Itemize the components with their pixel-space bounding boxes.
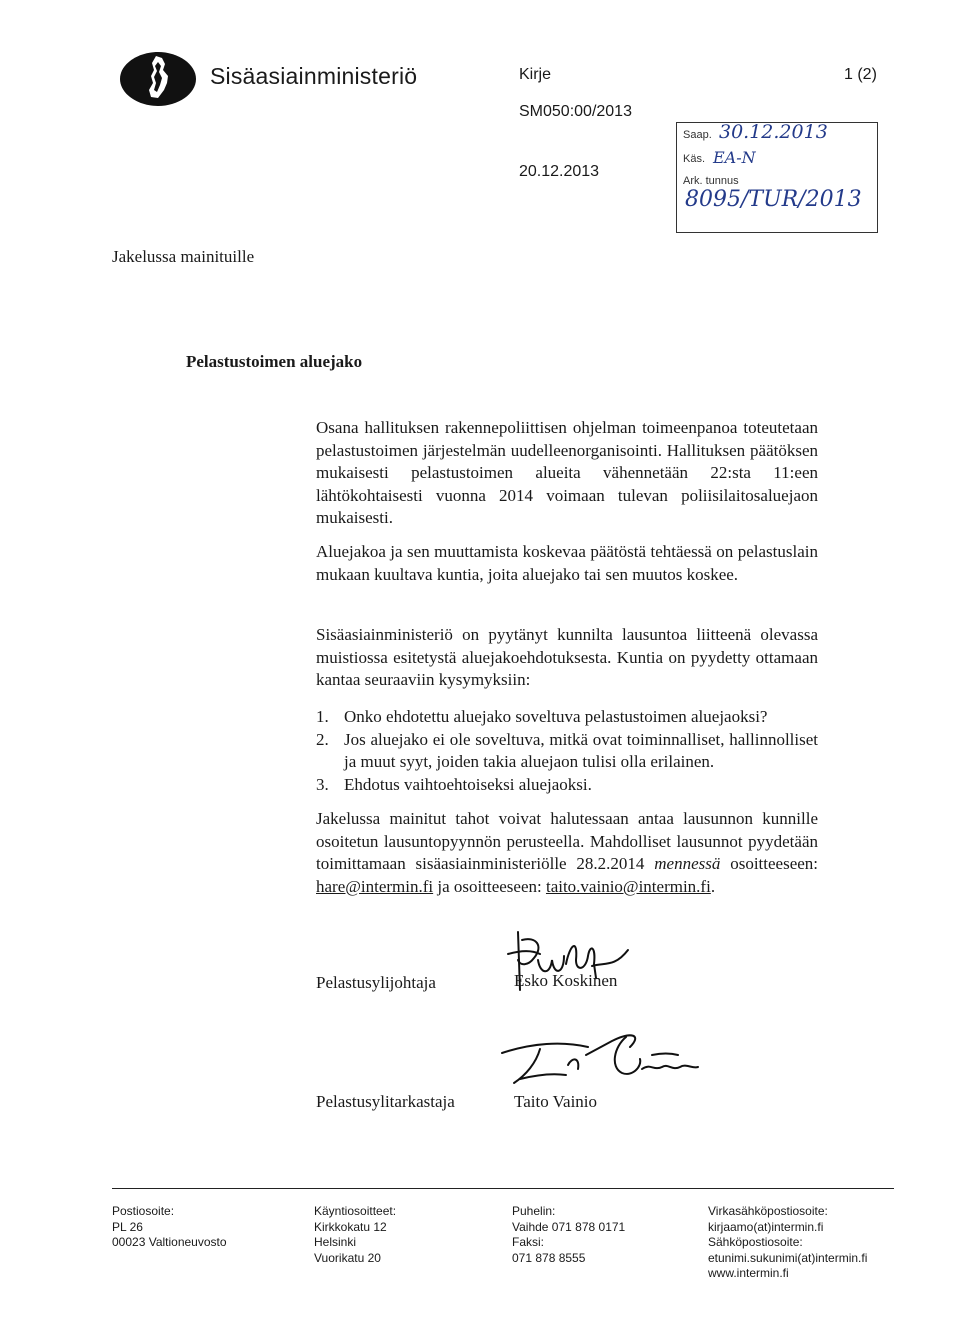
- footer-postal-address: [112, 1204, 227, 1251]
- closing-end: .: [710, 876, 716, 896]
- stamp-kas-value: EA-N: [713, 148, 756, 167]
- signer-2-name: Taito Vainio: [514, 1092, 598, 1111]
- signer-2-title: Pelastusylitarkastaja: [316, 1092, 455, 1111]
- closing-text-1: Jakelussa mainitut tahot voivat halutessaan antaa lausunnon kunnille osoitetun lausuntopyynnön perusteella. Mahdolliset lausunnot pyydetään toimittamaan sisäasiainministeriölle 28.2.2014: [316, 809, 818, 873]
- question-list: [316, 706, 818, 796]
- document-type: Kirje: [519, 66, 552, 83]
- footer-line: Käyntiosoitteet:: [314, 1204, 397, 1218]
- registration-stamp: [676, 122, 878, 233]
- email-link-hare[interactable]: hare@intermin.fi: [316, 876, 434, 896]
- footer-website-link[interactable]: www.intermin.fi: [708, 1266, 789, 1281]
- paragraph-3: Sisäasiainministeriö on pyytänyt kunnilta lausuntoa liitteenä olevassa muistiossa esitetystä aluejakoehdotuksesta. Kuntia on pyydetty ottamaan kantaa seuraaviin kysymyksiin:: [316, 625, 818, 689]
- footer-visiting-address: [314, 1204, 396, 1266]
- footer-line: kirjaamo(at)intermin.fi: [708, 1219, 824, 1234]
- footer-line: Kirkkokatu 12: [314, 1219, 387, 1234]
- reference-number: SM050:00/2013: [519, 103, 632, 120]
- stamp-ark-value: 8095/TUR/2013: [685, 187, 862, 212]
- closing-paragraph: [316, 808, 818, 898]
- footer-line: Sähköpostiosoite:: [708, 1235, 803, 1250]
- organization-name: Sisäasiainministeriö: [210, 63, 418, 89]
- list-item-text: Jos aluejako ei ole soveltuva, mitkä ovat toiminnalliset, hallinnolliset ja muut syyt, joiden takia aluejaon tulisi olla erilainen.: [344, 729, 818, 771]
- document-date: 20.12.2013: [519, 163, 600, 180]
- footer-line: Postiosoite:: [112, 1204, 175, 1218]
- list-item-number: 3.: [316, 774, 329, 794]
- footer-line: Faksi:: [512, 1235, 545, 1250]
- footer-line: 071 878 8555: [512, 1250, 586, 1265]
- closing-text-3: ja osoitteeseen:: [437, 876, 542, 896]
- stamp-saap-value: 30.12.2013: [719, 121, 828, 143]
- list-item-text: Ehdotus vaihtoehtoiseksi aluejaoksi.: [344, 774, 592, 794]
- footer-line: etunimi.sukunimi(at)intermin.fi: [708, 1250, 868, 1265]
- list-item-number: 2.: [316, 729, 329, 749]
- footer-divider: [112, 1188, 894, 1189]
- list-item: [316, 706, 818, 729]
- signer-1-name: Esko Koskinen: [514, 971, 618, 990]
- footer-line: Puhelin:: [512, 1204, 556, 1218]
- paragraph-1: Osana hallituksen rakennepoliittisen ohjelman toimeenpanoa toteutetaan pelastustoimen järjestelmän uudelleenorganisointi. Hallituksen päätöksen mukaisesti pelastustoimen alueita vähennetään 22:sta 11:een lähtökohtaisesti vuonna 2014 voimaan tulevan poliisilaitosaluejaon mukaisesti.: [316, 418, 818, 527]
- list-item-text: Onko ehdotettu aluejako soveltuva pelastustoimen aluejaoksi?: [344, 707, 768, 726]
- stamp-ark-label: Ark. tunnus: [683, 175, 739, 187]
- footer-line: Virkasähköpostiosoite:: [708, 1204, 828, 1218]
- footer-line: Vuorikatu 20: [314, 1250, 381, 1265]
- page-number: 1 (2): [844, 66, 877, 83]
- recipient: Jakelussa mainituille: [112, 247, 255, 266]
- footer-line: Vaihde 071 878 0171: [512, 1219, 626, 1234]
- list-item: [316, 774, 818, 797]
- subject-heading: Pelastustoimen aluejako: [186, 352, 363, 371]
- signer-1-title: Pelastusylijohtaja: [316, 973, 436, 992]
- footer-phone: [512, 1204, 625, 1266]
- handwritten-signature-vainio: [492, 1027, 712, 1091]
- footer-line: Helsinki: [314, 1235, 357, 1250]
- paragraph-2: Aluejakoa ja sen muuttamista koskevaa päätöstä tehtäessä on pelastuslain mukaan kuultava kuntia, joita aluejako tai sen muutos koskee.: [316, 542, 818, 584]
- stamp-kas-label: Käs.: [683, 153, 706, 165]
- closing-text-2: osoitteeseen:: [730, 854, 819, 873]
- footer-email: [708, 1204, 867, 1282]
- footer-line: PL 26: [112, 1219, 143, 1234]
- stamp-saap-label: Saap.: [683, 129, 712, 141]
- email-link-taito-vainio[interactable]: taito.vainio@intermin.fi: [545, 876, 711, 896]
- list-item-number: 1.: [316, 707, 329, 726]
- closing-deadline-word: mennessä: [654, 854, 721, 873]
- finland-map-logo-icon: [118, 50, 198, 108]
- list-item: [316, 729, 818, 774]
- footer-line: 00023 Valtioneuvosto: [112, 1235, 227, 1250]
